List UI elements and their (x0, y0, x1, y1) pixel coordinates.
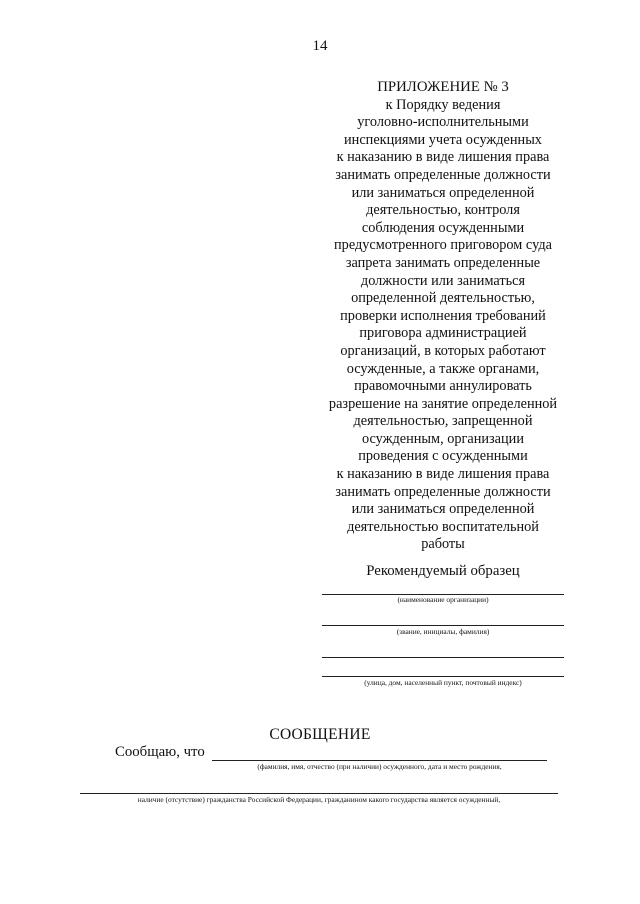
citizenship-line[interactable] (80, 793, 558, 794)
convict-name-caption: (фамилия, имя, отчество (при наличии) осужденного, дата и место рождения, (257, 762, 502, 771)
appendix-line: определенной деятельностью, (351, 290, 535, 307)
appendix-line: работы (421, 536, 465, 553)
appendix-line: предусмотренного приговором суда (334, 237, 552, 254)
address-line-2[interactable] (322, 676, 564, 677)
appendix-line: приговора администрацией (359, 325, 527, 342)
appendix-line: или заниматься определенной (351, 184, 535, 201)
sample-label: Рекомендуемый образец (366, 563, 520, 579)
message-title: СООБЩЕНИЕ (269, 726, 371, 743)
appendix-line: деятельностью, контроля (366, 202, 520, 219)
appendix-line: деятельностью, запрещенной (353, 413, 533, 430)
appendix-line: правомочными аннулировать (354, 378, 532, 395)
appendix-line: разрешение на занятие определенной (328, 395, 558, 412)
appendix-line: осужденным, организации (362, 430, 524, 447)
appendix-line: деятельностью воспитательной (347, 518, 539, 535)
page-number: 14 (312, 38, 328, 54)
appendix-line: соблюдения осужденными (361, 219, 525, 236)
person-caption: (звание, инициалы, фамилия) (396, 627, 490, 636)
appendix-line: проведения с осужденными (358, 448, 528, 465)
appendix-line: к Порядку ведения (385, 96, 501, 113)
appendix-line: занимать определенные должности (335, 166, 551, 183)
message-lead: Сообщаю, что (115, 744, 205, 760)
address-caption: (улица, дом, населенный пункт, почтовый индекс) (364, 678, 522, 687)
convict-name-line[interactable] (212, 760, 547, 761)
appendix-line: уголовно-исполнительными (357, 114, 529, 131)
appendix-line: к наказанию в виде лишения права (336, 466, 550, 483)
appendix-line: запрета занимать определенные (345, 254, 541, 271)
citizenship-caption: наличие (отсутствие) гражданства Российской Федерации, гражданином какого государства является осужденный, (137, 795, 501, 804)
appendix-line: проверки исполнения требований (340, 307, 546, 324)
address-line-1[interactable] (322, 657, 564, 658)
appendix-line: инспекциями учета осужденных (344, 131, 542, 148)
appendix-header (318, 79, 568, 554)
appendix-line: к наказанию в виде лишения права (336, 149, 550, 166)
appendix-title: ПРИЛОЖЕНИЕ № 3 (377, 79, 509, 95)
appendix-line: или заниматься определенной (351, 501, 535, 518)
appendix-line: осужденные, а также органами, (346, 360, 540, 377)
appendix-line: занимать определенные должности (335, 483, 551, 500)
appendix-line: организаций, в которых работают (340, 342, 546, 359)
appendix-line: должности или заниматься (360, 272, 526, 289)
appendix-text (318, 97, 568, 554)
organization-caption: (наименование организации) (397, 595, 489, 604)
person-line[interactable] (322, 625, 564, 626)
